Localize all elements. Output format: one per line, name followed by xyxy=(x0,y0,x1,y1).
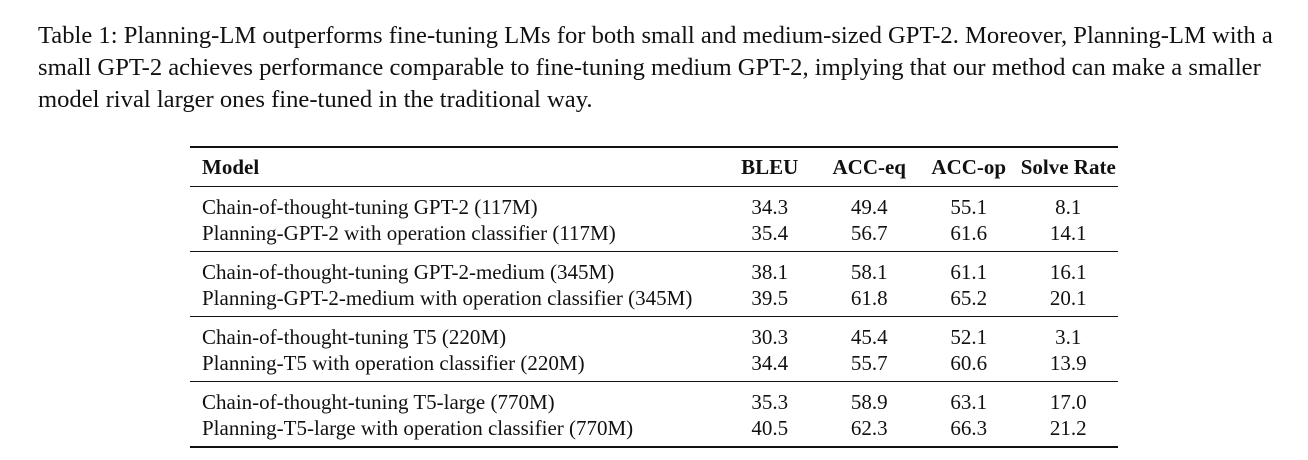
cell-model: Planning-T5 with operation classifier (220M) xyxy=(202,351,585,375)
header-bleu: BLEU xyxy=(741,154,799,179)
cell-bleu: 35.4 xyxy=(751,221,789,245)
row-group-t5-large xyxy=(190,382,1118,448)
table-row xyxy=(190,350,1118,382)
header-solve-rate: Solve Rate xyxy=(1020,154,1116,179)
cell-model: Planning-T5-large with operation classifier (770M) xyxy=(202,416,634,440)
cell-solve-rate: 14.1 xyxy=(1049,221,1087,245)
header-acc-eq: ACC-eq xyxy=(832,154,906,179)
cell-bleu: 38.1 xyxy=(751,260,789,284)
cell-acc-op: 65.2 xyxy=(950,286,988,310)
cell-acc-eq: 49.4 xyxy=(850,195,888,219)
cell-acc-op: 52.1 xyxy=(950,325,988,349)
cell-acc-op: 61.1 xyxy=(950,260,988,284)
cell-model: Chain-of-thought-tuning GPT-2-medium (345M) xyxy=(202,260,615,284)
cell-bleu: 34.3 xyxy=(751,195,789,219)
cell-acc-op: 60.6 xyxy=(950,351,988,375)
cell-bleu: 39.5 xyxy=(751,286,789,310)
cell-acc-eq: 56.7 xyxy=(850,221,888,245)
cell-model: Planning-GPT-2 with operation classifier (117M) xyxy=(202,221,616,245)
cell-solve-rate: 8.1 xyxy=(1055,195,1082,219)
row-group-t5 xyxy=(190,317,1118,382)
cell-acc-eq: 55.7 xyxy=(850,351,888,375)
cell-model: Chain-of-thought-tuning T5-large (770M) xyxy=(202,390,555,414)
cell-acc-eq: 58.1 xyxy=(850,260,888,284)
cell-model: Chain-of-thought-tuning GPT-2 (117M) xyxy=(202,195,538,219)
cell-acc-eq: 62.3 xyxy=(850,416,888,440)
row-group-gpt2 xyxy=(190,187,1118,252)
cell-acc-op: 61.6 xyxy=(950,221,988,245)
cell-bleu: 34.4 xyxy=(751,351,789,375)
cell-model: Planning-GPT-2-medium with operation classifier (345M) xyxy=(202,286,693,310)
cell-solve-rate: 21.2 xyxy=(1049,416,1087,440)
table-row xyxy=(190,220,1118,252)
cell-solve-rate: 13.9 xyxy=(1049,351,1087,375)
cell-solve-rate: 3.1 xyxy=(1055,325,1082,349)
cell-acc-op: 63.1 xyxy=(950,390,988,414)
table-row xyxy=(190,415,1118,447)
cell-bleu: 35.3 xyxy=(751,390,789,414)
table-row xyxy=(190,382,1118,416)
table-caption: Table 1: Planning-LM outperforms fine-tuning LMs for both small and medium-sized GPT-2. Moreover, Planning-LM with a small GPT-2 achieves performance comparable to fine-tuning medium GPT-2, implying that our method can make a smaller model rival larger ones fine-tuned in the traditional way. xyxy=(38,22,1273,113)
cell-acc-eq: 58.9 xyxy=(850,390,888,414)
cell-bleu: 40.5 xyxy=(751,416,789,440)
header-acc-op: ACC-op xyxy=(931,154,1007,179)
cell-solve-rate: 17.0 xyxy=(1049,390,1087,414)
cell-bleu: 30.3 xyxy=(751,325,789,349)
cell-acc-eq: 45.4 xyxy=(850,325,888,349)
results-table xyxy=(190,146,1118,448)
results-table-container xyxy=(190,146,1118,448)
row-group-gpt2-medium xyxy=(190,252,1118,317)
table-row xyxy=(190,252,1118,286)
header-model: Model xyxy=(202,154,260,179)
table-row xyxy=(190,187,1118,221)
table-row xyxy=(190,285,1118,317)
table-row xyxy=(190,317,1118,351)
cell-acc-op: 66.3 xyxy=(950,416,988,440)
cell-solve-rate: 20.1 xyxy=(1049,286,1087,310)
cell-acc-op: 55.1 xyxy=(950,195,988,219)
header-row xyxy=(190,147,1118,187)
cell-model: Chain-of-thought-tuning T5 (220M) xyxy=(202,325,507,349)
cell-solve-rate: 16.1 xyxy=(1049,260,1087,284)
cell-acc-eq: 61.8 xyxy=(850,286,888,310)
